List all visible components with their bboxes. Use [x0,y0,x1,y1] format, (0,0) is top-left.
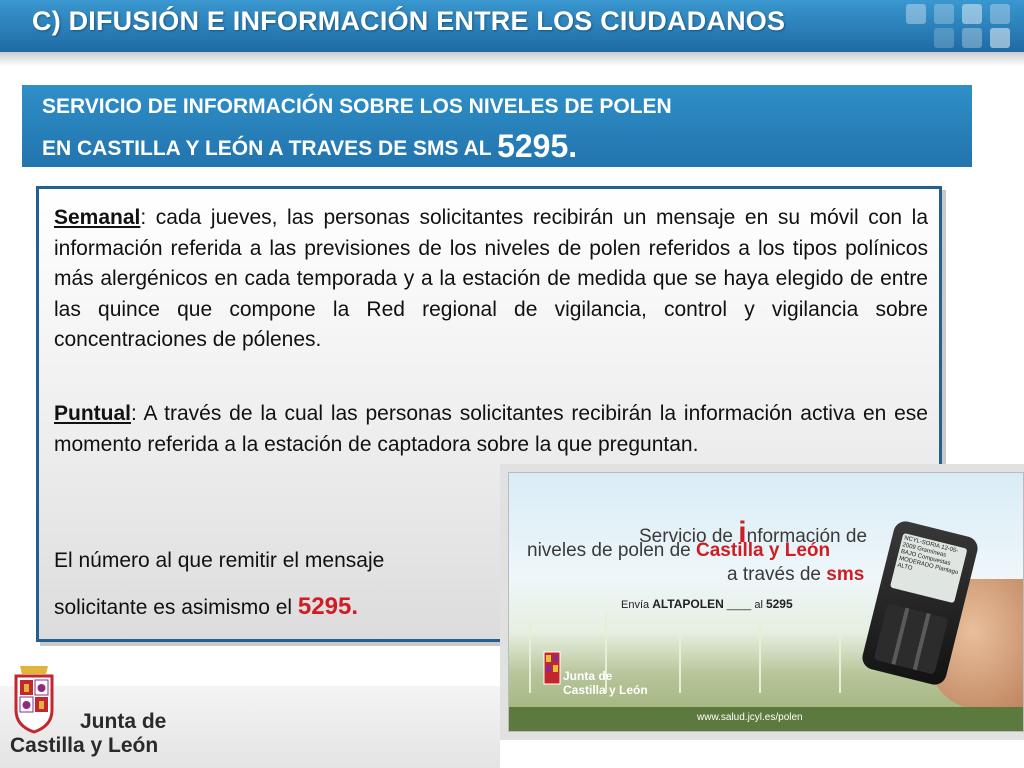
keyword-puntual: Puntual [54,402,131,425]
highlight-number-period: . [351,593,358,620]
ad-logo-line-1: Junta de [563,669,613,683]
junta-logo [10,664,167,757]
subtitle-line-2-text: EN CASTILLA Y LEÓN A TRAVES DE SMS AL [42,137,498,160]
ad-envia-prefix: Envía [621,599,653,611]
grass-stem [529,623,531,693]
phone-screen: NCYL-SORIA 12-05-2009 Gramíneas BAJO Compuestas MODERADO Plantago ALTO [890,533,968,603]
ad-title-2b: Castilla y León [696,540,831,561]
ad-title-3a: a través de [727,564,827,585]
logo-line-2: Castilla y León [10,734,159,757]
ad-envia-mid: ____ al [723,599,766,611]
ad-image [508,472,1024,732]
ad-title-line-2 [527,540,830,562]
grass-stem [759,623,761,693]
ad-title-3b: sms [826,564,865,585]
coat-of-arms-icon [10,664,58,734]
decorative-tile [962,28,982,48]
grass-stem [839,635,841,693]
ad-title-2a: niveles de polen de [527,540,697,561]
decorative-tile [906,4,926,24]
paragraph-semanal-text: : cada jueves, las personas solicitantes recibirán un mensaje en su móvil con la información referida a las previsiones de los niveles de polen referidos a los tipos polínicos más alergénicos en cada temporada y a la estación de medida que se haya elegido de entre las quince que compone la Red regional de vigilancia, control y vigilancia sobre concentraciones de pólenes. [54,206,928,352]
decorative-tile [962,4,982,24]
number-sentence-line-2 [54,593,358,621]
top-banner [0,0,1024,52]
decorative-tile [990,28,1010,48]
ad-title-1c: nformación de [746,526,868,547]
subtitle-band [22,85,972,167]
paragraph-puntual-text: : A través de la cual las personas solicitantes recibirán la información activa en ese momento referida a la estación de captadora sobre la que preguntan. [54,402,928,456]
ad-url-bar [509,707,1023,731]
ad-title-line-3 [727,564,864,586]
page-title: C) DIFUSIÓN E INFORMACIÓN ENTRE LOS CIUDADANOS [32,6,786,36]
paragraph-puntual [54,399,928,460]
ad-title-1a: Servicio de [639,526,739,547]
keyword-semanal: Semanal [54,206,141,229]
ad-title-1b: i [738,516,747,549]
decorative-tile [990,4,1010,24]
ad-send-instruction [621,597,793,611]
phone-keypad [874,603,948,674]
ad-logo-line-2: Castilla y León [563,683,648,697]
number-sentence-line-1: El número al que remitir el mensaje [54,549,385,572]
ad-logo-text [563,669,648,697]
ad-url: www.salud.jcyl.es/polen [697,712,803,723]
banner-shadow [0,52,1024,66]
number-sentence-text: solicitante es asimismo el [54,596,298,619]
ad-coat-of-arms-icon [543,651,561,685]
sms-number: 5295. [497,128,578,164]
subtitle-line-1: SERVICIO DE INFORMACIÓN SOBRE LOS NIVELES DE POLEN [42,95,672,118]
ad-envia-number: 5295 [765,597,793,611]
grass-stem [679,633,681,693]
paragraph-semanal [54,203,928,356]
decorative-tile [934,28,954,48]
highlight-number: 5295 [297,593,352,620]
decorative-tile [934,4,954,24]
subtitle-line-2 [42,128,577,165]
ad-envia-keyword: ALTAPOLEN [652,597,724,611]
logo-line-1: Junta de [80,710,167,733]
